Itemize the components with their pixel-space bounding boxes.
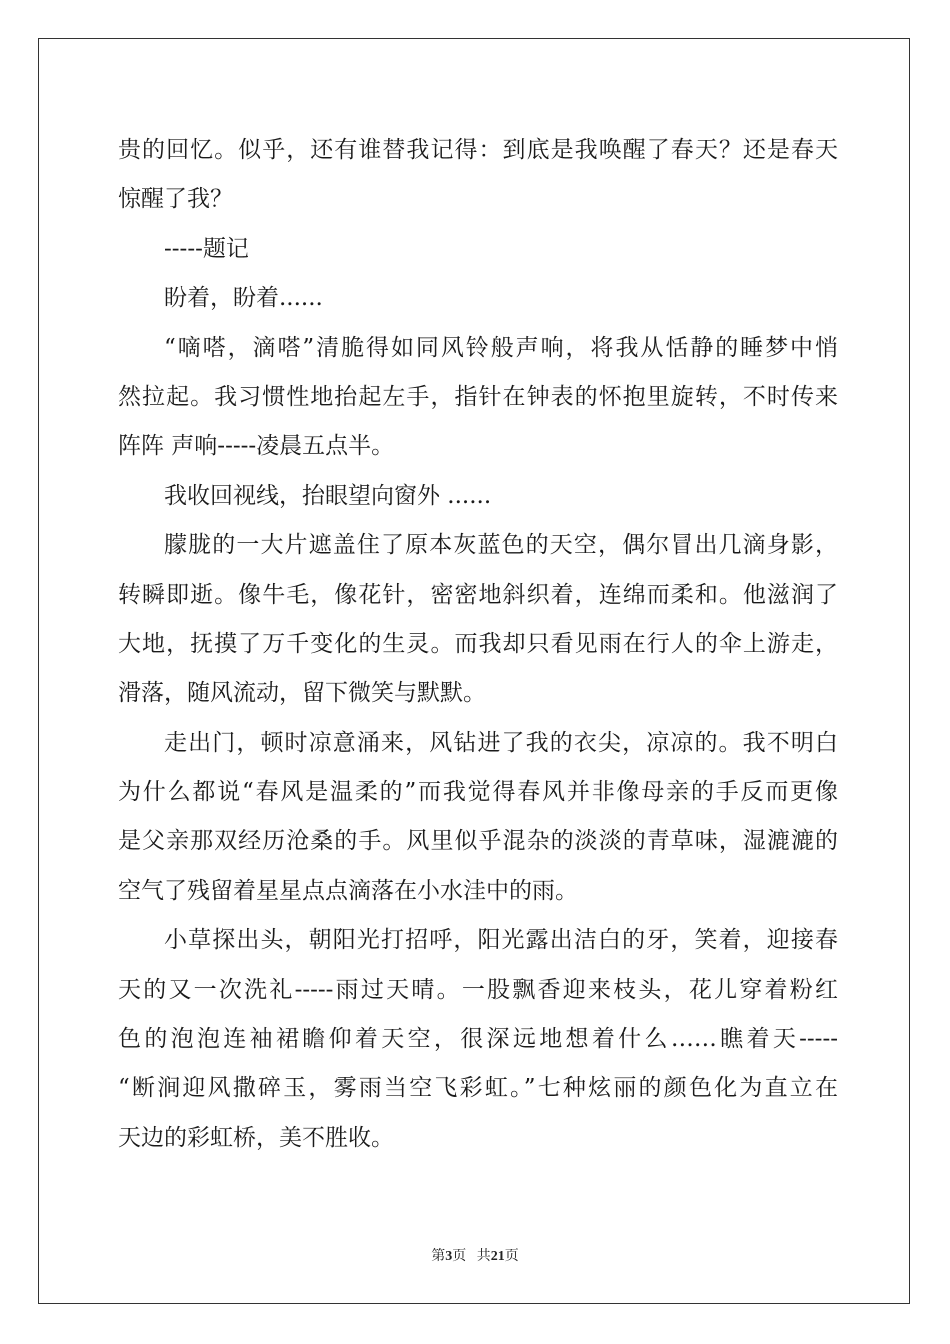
page-suffix: 页	[452, 1249, 467, 1264]
total-pages: 21	[490, 1249, 505, 1264]
text-line: 盼着，盼着......	[164, 285, 323, 312]
text-line: 走出门，顿时凉意涌来，风钻进了我的衣尖，凉凉的。我不明白	[164, 729, 838, 756]
text-line: 我收回视线，抬眼望向窗外 ......	[164, 482, 492, 509]
page-footer	[0, 1245, 950, 1265]
text-line: 天边的彩虹桥，美不胜收。	[118, 1124, 394, 1151]
text-line: -----题记	[164, 235, 249, 262]
document-body	[118, 126, 838, 1163]
text-line: 为什么都说“春风是温柔的”而我觉得春风并非像母亲的手反而更像	[118, 779, 838, 806]
text-line: 天的又一次洗礼-----雨过天晴。一股飘香迎来枝头，花儿穿着粉红	[118, 976, 838, 1003]
text-line: 惊醒了我？	[118, 186, 233, 213]
text-line: 是父亲那双经历沧桑的手。风里似乎混杂的淡淡的青草味，湿漉漉的	[118, 828, 838, 855]
total-suffix: 页	[504, 1249, 519, 1264]
text-line: 然拉起。我习惯性地抬起左手，指针在钟表的怀抱里旋转，不时传来	[118, 383, 838, 410]
page-number: 3	[445, 1249, 453, 1264]
text-line: 阵阵 声响-----凌晨五点半。	[118, 433, 395, 460]
text-line: 转瞬即逝。像牛毛，像花针，密密地斜织着，连绵而柔和。他滋润了	[118, 581, 838, 608]
text-line: 贵的回忆。似乎，还有谁替我记得：到底是我唤醒了春天？还是春天	[118, 137, 838, 163]
text-line: “嘀嗒，滴嗒”清脆得如同风铃般声响，将我从恬静的睡梦中悄	[164, 334, 838, 361]
text-line: “断涧迎风撒碎玉，雾雨当空飞彩虹。”七种炫丽的颜色化为直立在	[118, 1075, 838, 1102]
text-line: 空气了残留着星星点点滴落在小水洼中的雨。	[118, 877, 578, 904]
text-line: 色的泡泡连袖裙瞻仰着天空，很深远地想着什么……瞧着天-----	[118, 1026, 838, 1053]
page-prefix: 第	[431, 1249, 446, 1264]
text-line: 朦胧的一大片遮盖住了原本灰蓝色的天空，偶尔冒出几滴身影，	[164, 532, 838, 559]
total-prefix: 共	[476, 1249, 491, 1264]
text-line: 滑落，随风流动，留下微笑与默默。	[118, 680, 486, 707]
text-line: 大地，抚摸了万千变化的生灵。而我却只看见雨在行人的伞上游走，	[118, 630, 838, 657]
text-line: 小草探出头，朝阳光打招呼，阳光露出洁白的牙，笑着，迎接春	[164, 927, 838, 954]
